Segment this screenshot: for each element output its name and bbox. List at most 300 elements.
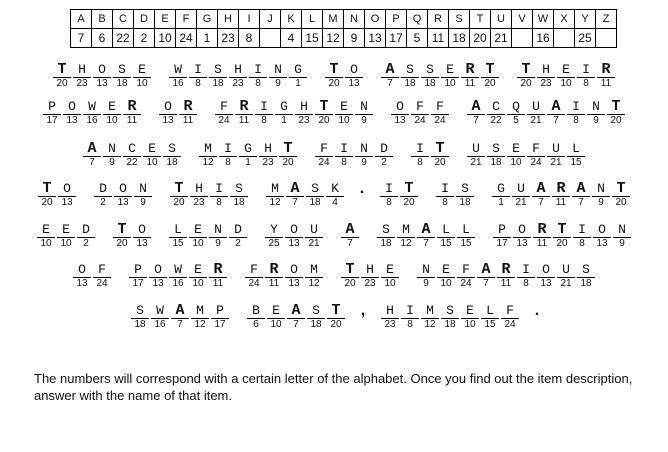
- slot-number: 10: [338, 115, 350, 126]
- letter-slot[interactable]: [456, 222, 476, 250]
- letter-slot[interactable]: [168, 262, 188, 290]
- letter-slot[interactable]: [150, 303, 170, 331]
- letter-slot[interactable]: [571, 181, 591, 209]
- letter-slot[interactable]: [440, 62, 460, 90]
- slot-number: 12: [400, 238, 412, 249]
- letter-slot[interactable]: [188, 222, 208, 250]
- key-number-r: 11: [428, 29, 449, 48]
- letter-slot[interactable]: [132, 222, 152, 250]
- slot-letter: M: [199, 141, 217, 157]
- letter-slot[interactable]: [169, 181, 189, 209]
- letter-slot[interactable]: [416, 222, 436, 250]
- letter-slot[interactable]: [344, 62, 364, 90]
- slot-letter: A: [572, 181, 590, 197]
- letter-slot[interactable]: [591, 181, 611, 209]
- letter-slot[interactable]: [112, 62, 132, 90]
- slot-letter: A: [477, 262, 495, 278]
- letter-slot[interactable]: [278, 141, 298, 169]
- slot-letter: E: [507, 141, 525, 157]
- cipher-word: [214, 99, 374, 127]
- slot-letter: S: [421, 62, 439, 78]
- letter-slot[interactable]: [188, 262, 208, 290]
- slot-letter: I: [517, 262, 535, 278]
- slot-letter: N: [103, 141, 121, 157]
- letter-slot[interactable]: [380, 62, 400, 90]
- slot-letter: R: [552, 181, 570, 197]
- slot-number: 10: [510, 157, 522, 168]
- letter-slot[interactable]: [536, 62, 556, 90]
- letter-slot[interactable]: [460, 303, 480, 331]
- letter-slot[interactable]: [420, 303, 440, 331]
- slot-number: 13: [540, 278, 552, 289]
- letter-slot[interactable]: [288, 62, 308, 90]
- letter-slot[interactable]: [546, 141, 566, 169]
- letter-slot[interactable]: [102, 99, 122, 127]
- slot-letter: I: [255, 99, 273, 115]
- letter-slot[interactable]: [410, 141, 430, 169]
- letter-slot[interactable]: [556, 262, 576, 290]
- letter-slot[interactable]: [234, 99, 254, 127]
- puzzle-line: [0, 303, 668, 331]
- letter-slot[interactable]: [374, 141, 394, 169]
- slot-letter: E: [557, 62, 575, 78]
- slot-letter: N: [209, 222, 227, 238]
- letter-slot[interactable]: [198, 141, 218, 169]
- slot-letter: U: [547, 141, 565, 157]
- key-letter-f: F: [176, 10, 197, 29]
- puzzle-line: [0, 262, 668, 290]
- slot-number: 24: [414, 115, 426, 126]
- slot-letter: N: [269, 62, 287, 78]
- letter-slot[interactable]: [52, 62, 72, 90]
- letter-slot[interactable]: [380, 262, 400, 290]
- letter-slot[interactable]: [304, 262, 324, 290]
- slot-letter: R: [597, 62, 615, 78]
- slot-letter: I: [380, 181, 398, 197]
- letter-slot[interactable]: [214, 99, 234, 127]
- slot-letter: F: [527, 141, 545, 157]
- slot-number: 11: [126, 115, 138, 126]
- letter-slot[interactable]: [265, 181, 285, 209]
- letter-slot[interactable]: [112, 222, 132, 250]
- slot-number: 11: [212, 278, 224, 289]
- letter-slot[interactable]: [420, 62, 440, 90]
- letter-slot[interactable]: [340, 262, 360, 290]
- letter-slot[interactable]: [133, 181, 153, 209]
- key-number-i: 8: [239, 29, 260, 48]
- slot-letter: T: [325, 62, 343, 78]
- letter-slot[interactable]: [536, 262, 556, 290]
- letter-slot[interactable]: [496, 262, 516, 290]
- slot-letter: S: [307, 303, 325, 319]
- key-letter-s: S: [449, 10, 470, 29]
- slot-number: 18: [309, 197, 321, 208]
- letter-slot[interactable]: [122, 99, 142, 127]
- letter-slot[interactable]: [486, 141, 506, 169]
- letter-slot[interactable]: [512, 222, 532, 250]
- letter-slot[interactable]: [576, 62, 596, 90]
- slot-letter: O: [159, 99, 177, 115]
- letter-slot[interactable]: [228, 62, 248, 90]
- letter-slot[interactable]: [36, 222, 56, 250]
- slot-letter: H: [73, 62, 91, 78]
- slot-number: 11: [536, 238, 548, 249]
- letter-slot[interactable]: [325, 181, 345, 209]
- letter-slot[interactable]: [132, 62, 152, 90]
- slot-number: 7: [483, 278, 489, 289]
- letter-slot[interactable]: [208, 262, 228, 290]
- slot-number: 9: [275, 78, 281, 89]
- slot-number: 8: [386, 197, 392, 208]
- letter-slot[interactable]: [178, 99, 198, 127]
- letter-slot[interactable]: [436, 222, 456, 250]
- slot-number: 20: [56, 78, 68, 89]
- slot-number: 17: [496, 238, 508, 249]
- cipher-word: [168, 222, 248, 250]
- letter-slot[interactable]: [430, 141, 450, 169]
- letter-slot[interactable]: [209, 181, 229, 209]
- slot-letter: T: [612, 181, 630, 197]
- letter-slot[interactable]: [455, 181, 475, 209]
- slot-number: 7: [387, 78, 393, 89]
- letter-slot[interactable]: [526, 141, 546, 169]
- slot-number: 4: [332, 197, 338, 208]
- slot-number: 1: [281, 115, 287, 126]
- key-number-u: 21: [491, 29, 512, 48]
- slot-letter: A: [83, 141, 101, 157]
- slot-number: 8: [225, 157, 231, 168]
- letter-slot[interactable]: [314, 99, 334, 127]
- key-letter-h: H: [218, 10, 239, 29]
- slot-number: 12: [194, 319, 206, 330]
- letter-slot[interactable]: [170, 303, 190, 331]
- letter-slot[interactable]: [314, 141, 334, 169]
- letter-slot[interactable]: [122, 141, 142, 169]
- slot-number: 10: [40, 238, 52, 249]
- slot-letter: A: [171, 303, 189, 319]
- letter-slot[interactable]: [284, 222, 304, 250]
- slot-number: 7: [347, 238, 353, 249]
- cipher-key-table: [70, 9, 617, 48]
- letter-slot[interactable]: [532, 222, 552, 250]
- letter-slot[interactable]: [264, 222, 284, 250]
- key-letter-o: O: [365, 10, 386, 29]
- slot-letter: F: [431, 99, 449, 115]
- letter-slot[interactable]: [516, 62, 536, 90]
- slot-letter: I: [573, 222, 591, 238]
- slot-letter: I: [577, 62, 595, 78]
- slot-letter: N: [613, 222, 631, 238]
- slot-number: 9: [619, 238, 625, 249]
- letter-slot[interactable]: [189, 181, 209, 209]
- letter-slot[interactable]: [480, 62, 500, 90]
- slot-letter: I: [189, 62, 207, 78]
- slot-number: 11: [238, 115, 250, 126]
- letter-slot[interactable]: [326, 303, 346, 331]
- slot-letter: T: [279, 141, 297, 157]
- letter-slot[interactable]: [456, 262, 476, 290]
- letter-slot[interactable]: [486, 99, 506, 127]
- letter-slot[interactable]: [72, 262, 92, 290]
- slot-letter: F: [245, 262, 263, 278]
- slot-number: 8: [417, 157, 423, 168]
- letter-slot[interactable]: [190, 303, 210, 331]
- letter-slot[interactable]: [306, 303, 326, 331]
- letter-slot[interactable]: [476, 262, 496, 290]
- letter-slot[interactable]: [168, 62, 188, 90]
- letter-slot[interactable]: [506, 141, 526, 169]
- letter-slot[interactable]: [142, 141, 162, 169]
- key-letter-g: G: [197, 10, 218, 29]
- letter-slot[interactable]: [606, 99, 626, 127]
- slot-letter: S: [131, 303, 149, 319]
- letter-slot[interactable]: [466, 99, 486, 127]
- slot-number: 1: [295, 78, 301, 89]
- letter-slot[interactable]: [93, 181, 113, 209]
- slot-letter: O: [285, 222, 303, 238]
- letter-slot[interactable]: [285, 181, 305, 209]
- slot-letter: I: [411, 141, 429, 157]
- letter-slot[interactable]: [380, 303, 400, 331]
- letter-slot[interactable]: [611, 181, 631, 209]
- slot-number: 2: [381, 157, 387, 168]
- slot-letter: R: [497, 262, 515, 278]
- letter-slot[interactable]: [430, 99, 450, 127]
- letter-slot[interactable]: [436, 262, 456, 290]
- slot-letter: G: [492, 181, 510, 197]
- letter-slot[interactable]: [500, 303, 520, 331]
- letter-slot[interactable]: [531, 181, 551, 209]
- letter-slot[interactable]: [556, 62, 576, 90]
- slot-number: 20: [328, 78, 340, 89]
- letter-slot[interactable]: [244, 262, 264, 290]
- key-number-y: 25: [575, 29, 596, 48]
- letter-slot[interactable]: [399, 181, 419, 209]
- slot-number: 8: [573, 115, 579, 126]
- slot-letter: F: [501, 303, 519, 319]
- cipher-word: [246, 303, 346, 331]
- letter-slot[interactable]: [516, 262, 536, 290]
- letter-slot[interactable]: [400, 303, 420, 331]
- slot-number: 18: [580, 278, 592, 289]
- letter-slot[interactable]: [526, 99, 546, 127]
- key-letter-w: W: [533, 10, 554, 29]
- slot-number: 18: [424, 78, 436, 89]
- slot-number: 7: [293, 319, 299, 330]
- slot-letter: O: [285, 262, 303, 278]
- slot-letter: T: [38, 181, 56, 197]
- letter-slot[interactable]: [566, 99, 586, 127]
- cipher-word: [128, 262, 228, 290]
- letter-slot[interactable]: [460, 62, 480, 90]
- slot-letter: O: [391, 99, 409, 115]
- key-letter-q: Q: [407, 10, 428, 29]
- letter-slot[interactable]: [546, 99, 566, 127]
- letter-slot[interactable]: [410, 99, 430, 127]
- letter-slot[interactable]: [218, 141, 238, 169]
- letter-slot[interactable]: [72, 62, 92, 90]
- letter-slot[interactable]: [572, 222, 592, 250]
- slot-number: 17: [46, 115, 58, 126]
- slot-number: 23: [540, 78, 552, 89]
- slot-letter: A: [381, 62, 399, 78]
- key-letter-p: P: [386, 10, 407, 29]
- letter-slot[interactable]: [113, 181, 133, 209]
- letter-slot[interactable]: [354, 99, 374, 127]
- slot-number: 11: [464, 78, 476, 89]
- slot-number: 8: [216, 197, 222, 208]
- slot-letter: N: [592, 181, 610, 197]
- letter-slot[interactable]: [379, 181, 399, 209]
- cipher-word: [324, 62, 364, 90]
- slot-number: 20: [484, 78, 496, 89]
- letter-slot[interactable]: [57, 181, 77, 209]
- letter-slot[interactable]: [305, 181, 325, 209]
- letter-slot[interactable]: [148, 262, 168, 290]
- cipher-word: [36, 222, 96, 250]
- letter-slot[interactable]: [324, 62, 344, 90]
- slot-letter: F: [215, 99, 233, 115]
- key-letter-t: T: [470, 10, 491, 29]
- letter-slot[interactable]: [566, 141, 586, 169]
- letter-slot[interactable]: [612, 222, 632, 250]
- letter-slot[interactable]: [360, 262, 380, 290]
- key-number-x: [554, 29, 575, 48]
- slot-number: 10: [106, 115, 118, 126]
- letter-slot[interactable]: [284, 262, 304, 290]
- key-letter-e: E: [155, 10, 176, 29]
- letter-slot[interactable]: [552, 222, 572, 250]
- letter-slot[interactable]: [162, 141, 182, 169]
- slot-number: 15: [172, 238, 184, 249]
- letter-slot[interactable]: [511, 181, 531, 209]
- letter-slot[interactable]: [592, 222, 612, 250]
- letter-slot[interactable]: [210, 303, 230, 331]
- slot-letter: C: [123, 141, 141, 157]
- key-number-n: 9: [344, 29, 365, 48]
- letter-slot[interactable]: [304, 222, 324, 250]
- slot-number: 15: [570, 157, 582, 168]
- letter-slot[interactable]: [238, 141, 258, 169]
- letter-slot[interactable]: [274, 99, 294, 127]
- slot-number: 10: [192, 278, 204, 289]
- slot-letter: O: [73, 262, 91, 278]
- puzzle-line: [0, 99, 668, 127]
- slot-number: 13: [136, 238, 148, 249]
- slot-number: 13: [117, 197, 129, 208]
- letter-slot[interactable]: [82, 141, 102, 169]
- letter-slot[interactable]: [168, 222, 188, 250]
- slot-number: 20: [282, 157, 294, 168]
- letter-slot[interactable]: [62, 99, 82, 127]
- slot-letter: T: [553, 222, 571, 238]
- letter-slot[interactable]: [390, 99, 410, 127]
- key-number-b: 6: [92, 29, 113, 48]
- slot-letter: G: [275, 99, 293, 115]
- letter-slot[interactable]: [248, 62, 268, 90]
- slot-letter: T: [53, 62, 71, 78]
- letter-slot[interactable]: [37, 181, 57, 209]
- letter-slot[interactable]: [158, 99, 178, 127]
- letter-slot[interactable]: [208, 222, 228, 250]
- slot-number: 18: [310, 319, 322, 330]
- letter-slot[interactable]: [130, 303, 150, 331]
- letter-slot[interactable]: [340, 222, 360, 250]
- letter-slot[interactable]: [286, 303, 306, 331]
- cipher-word: [82, 141, 182, 169]
- key-number-s: 18: [449, 29, 470, 48]
- slot-letter: I: [219, 141, 237, 157]
- slot-letter: E: [133, 62, 151, 78]
- letter-slot[interactable]: [334, 99, 354, 127]
- slot-letter: M: [191, 303, 209, 319]
- letter-slot[interactable]: [92, 262, 112, 290]
- key-number-h: 23: [218, 29, 239, 48]
- letter-slot[interactable]: [229, 181, 249, 209]
- key-letter-c: C: [113, 10, 134, 29]
- letter-slot[interactable]: [506, 99, 526, 127]
- letter-slot[interactable]: [264, 262, 284, 290]
- letter-slot[interactable]: [128, 262, 148, 290]
- letter-slot[interactable]: [92, 62, 112, 90]
- cipher-word: [265, 181, 345, 209]
- letter-slot[interactable]: [266, 303, 286, 331]
- slot-letter: U: [305, 222, 323, 238]
- slot-number: 24: [530, 157, 542, 168]
- puzzle-line: [0, 222, 668, 250]
- slot-number: 13: [152, 278, 164, 289]
- letter-slot[interactable]: [82, 99, 102, 127]
- letter-slot[interactable]: [491, 181, 511, 209]
- letter-slot[interactable]: [42, 99, 62, 127]
- letter-slot[interactable]: [576, 262, 596, 290]
- letter-slot[interactable]: [492, 222, 512, 250]
- letter-slot[interactable]: [334, 141, 354, 169]
- letter-slot[interactable]: [466, 141, 486, 169]
- letter-slot[interactable]: [586, 99, 606, 127]
- letter-slot[interactable]: [440, 303, 460, 331]
- slot-number: 17: [214, 319, 226, 330]
- letter-slot[interactable]: [76, 222, 96, 250]
- letter-slot[interactable]: [551, 181, 571, 209]
- letter-slot[interactable]: [480, 303, 500, 331]
- letter-slot[interactable]: [376, 222, 396, 250]
- slot-number: 20: [344, 278, 356, 289]
- slot-number: 7: [553, 115, 559, 126]
- letter-slot[interactable]: [596, 62, 616, 90]
- slot-letter: E: [381, 262, 399, 278]
- slot-number: 21: [530, 115, 542, 126]
- letter-slot[interactable]: [246, 303, 266, 331]
- letter-slot[interactable]: [268, 62, 288, 90]
- letter-slot[interactable]: [400, 62, 420, 90]
- letter-slot[interactable]: [228, 222, 248, 250]
- letter-slot[interactable]: [354, 141, 374, 169]
- letter-slot[interactable]: [416, 262, 436, 290]
- letter-slot[interactable]: [102, 141, 122, 169]
- letter-slot[interactable]: [396, 222, 416, 250]
- letter-slot[interactable]: [254, 99, 274, 127]
- letter-slot[interactable]: [56, 222, 76, 250]
- letter-slot[interactable]: [435, 181, 455, 209]
- letter-slot[interactable]: [294, 99, 314, 127]
- letter-slot[interactable]: [188, 62, 208, 90]
- slot-letter: Q: [507, 99, 525, 115]
- slot-letter: F: [315, 141, 333, 157]
- key-letter-a: A: [71, 10, 92, 29]
- letter-slot[interactable]: [208, 62, 228, 90]
- letter-slot[interactable]: [258, 141, 278, 169]
